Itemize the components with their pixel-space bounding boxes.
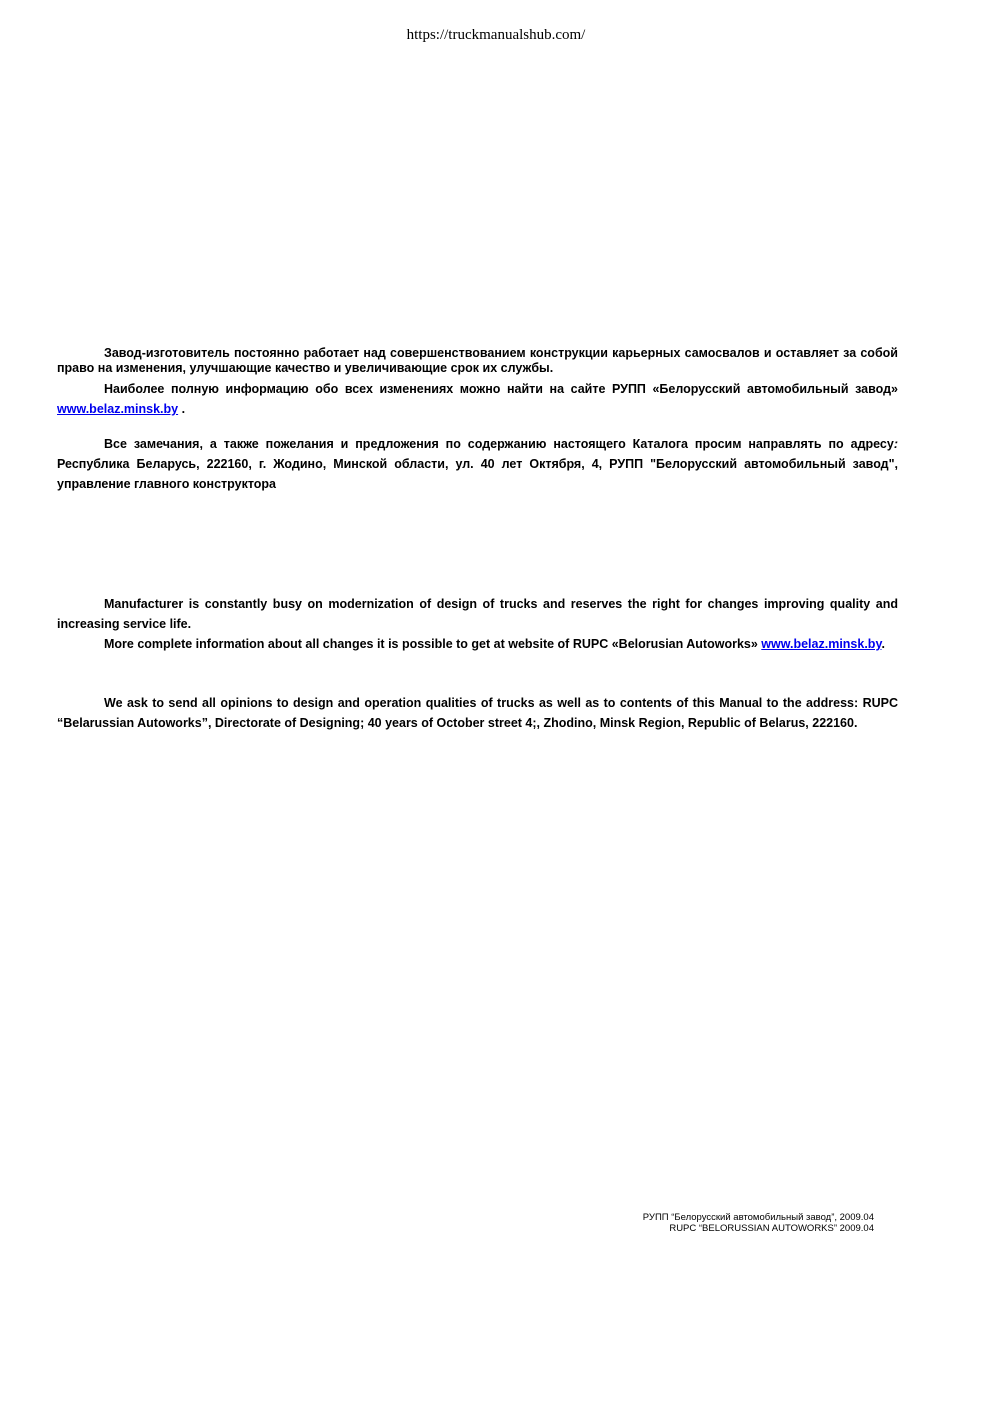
footer-line-english: RUPC “BELORUSSIAN AUTOWORKS” 2009.04	[669, 1223, 874, 1234]
russian-website-suffix: .	[178, 402, 186, 416]
english-address-block	[57, 693, 898, 733]
russian-paragraph-website	[57, 379, 898, 419]
russian-address-block	[57, 434, 898, 494]
russian-paragraph-address	[57, 434, 898, 494]
russian-address-colon: :	[893, 437, 898, 451]
footer-line-russian: РУПП “Белорусский автомобильный завод”, 2009.04	[642, 1212, 874, 1223]
english-paragraph-address: We ask to send all opinions to design and operation qualities of trucks as well as to contents of this Manual to the address: RUPC “Belarussian Autoworks”, Directorate of Designing; 40 years of October street 4;, Zhodino, Minsk Region, Republic of Belarus, 222160.	[57, 696, 898, 730]
russian-address-intro: Все замечания, а также пожелания и предложения по содержанию настоящего Каталога просим направлять по адресу	[104, 437, 894, 451]
russian-address-text: Республика Беларусь, 222160, г. Жодино, Минской области, ул. 40 лет Октября, 4, РУПП "Белорусский автомобильный завод", управление главного конструктора	[57, 457, 898, 491]
russian-paragraph-improvements: Завод-изготовитель постоянно работает над совершенствованием конструкции карьерных самосвалов и оставляет за собой право на изменения, улучшающие качество и увеличивающие срок их службы.	[57, 346, 898, 375]
english-website-text: More complete information about all changes it is possible to get at website of RUPC «Belorusian Autoworks»	[104, 637, 762, 651]
english-notice	[57, 594, 898, 654]
russian-website-link[interactable]: www.belaz.minsk.by	[57, 402, 179, 416]
english-paragraph-website	[57, 634, 898, 654]
english-website-link[interactable]: www.belaz.minsk.by	[761, 637, 882, 651]
russian-website-text: Наиболее полную информацию обо всех изменениях можно найти на сайте РУПП «Белорусский автомобильный завод»	[104, 382, 898, 396]
footer	[643, 1212, 874, 1234]
russian-notice	[57, 346, 898, 419]
english-website-suffix: .	[881, 637, 885, 651]
english-paragraph-improvements: Manufacturer is constantly busy on modernization of design of trucks and reserves the right for changes improving quality and increasing service life.	[57, 597, 898, 631]
header-url[interactable]: https://truckmanualshub.com/	[406, 27, 586, 43]
